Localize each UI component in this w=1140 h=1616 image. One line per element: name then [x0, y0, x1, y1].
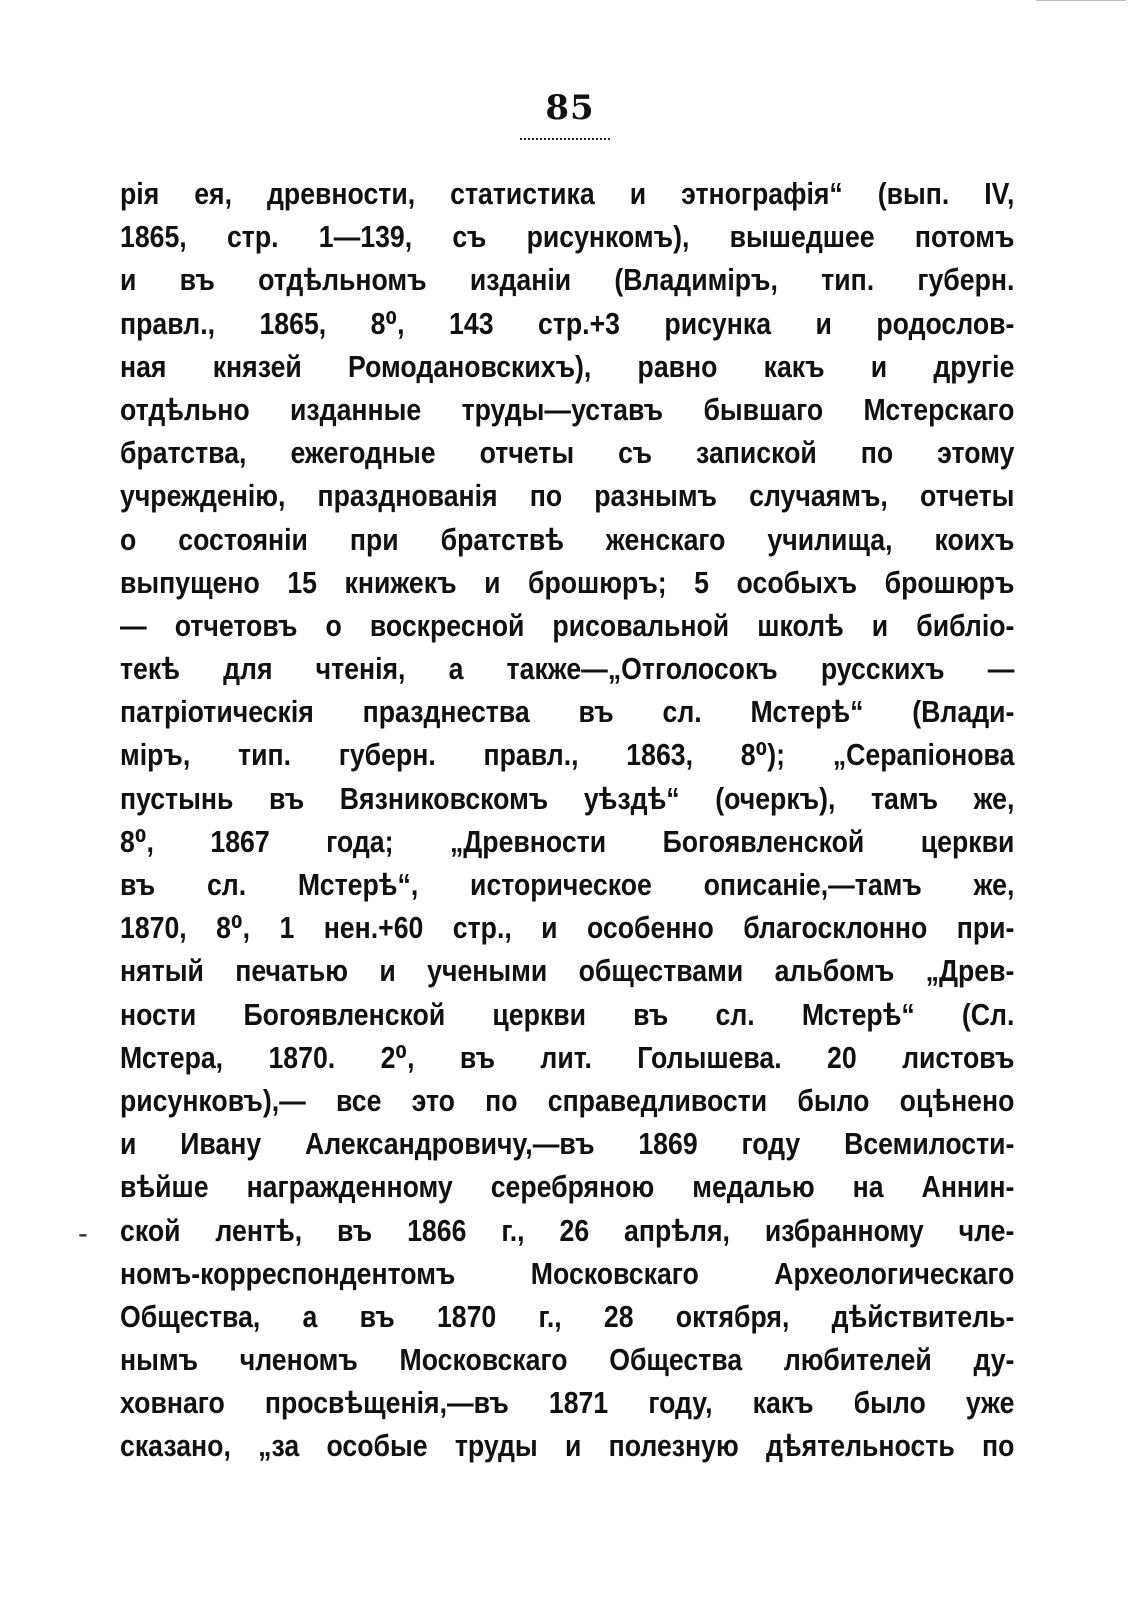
text-line: и въ отдѣльномъ изданіи (Владиміръ, тип. губерн.: [120, 262, 1015, 298]
page-number-rule: [520, 138, 610, 140]
text-line: въ сл. Мстерѣ“, историческое описаніе,—тамъ же,: [120, 867, 1015, 902]
text-line: номъ-корреспондентомъ Московскаго Археологическаго: [120, 1255, 1015, 1291]
text-line: 1870, 8⁰, 1 нен.+60 стр., и особенно благосклонно при-: [120, 910, 1015, 946]
text-line: ная князей Ромодановскихъ), равно какъ и другіе: [120, 348, 1015, 384]
margin-mark: -: [78, 1217, 88, 1250]
text-line: братства, ежегодные отчеты съ запиской по этому: [120, 435, 1015, 471]
scan-corner-mark: [1036, 0, 1126, 3]
text-line: и Ивану Александровичу,—въ 1869 году Всемилости-: [120, 1126, 1015, 1162]
text-line: о состояніи при братствѣ женскаго училища, коихъ: [120, 521, 1015, 557]
text-line: міръ, тип. губерн. правл., 1863, 8⁰); „Серапіонова: [120, 737, 1015, 773]
text-line: нятый печатью и учеными обществами альбомъ „Древ-: [120, 953, 1015, 989]
text-line: текѣ для чтенія, а также—„Отголосокъ русскихъ —: [120, 651, 1015, 687]
text-line: ности Богоявленской церкви въ сл. Мстерѣ“ (Сл.: [120, 996, 1015, 1032]
text-line: выпущено 15 книжекъ и брошюръ; 5 особыхъ брошюръ: [120, 564, 1015, 600]
text-line: нымъ членомъ Московскаго Общества любителей ду-: [120, 1342, 1015, 1378]
text-line: патріотическія празднества въ сл. Мстерѣ“ (Влади-: [120, 694, 1015, 730]
text-line: — отчетовъ о воскресной рисовальной школѣ и библіо-: [120, 607, 1015, 643]
text-line: Общества, а въ 1870 г., 28 октября, дѣйствитель-: [120, 1298, 1015, 1334]
text-line: Мстера, 1870. 2⁰, въ лит. Голышева. 20 листовъ: [120, 1039, 1015, 1075]
text-line: вѣйше награжденному серебряною медалью на Аннин-: [120, 1169, 1015, 1205]
body-text: [120, 172, 1015, 1468]
text-line: 8⁰, 1867 года; „Древности Богоявленской церкви: [120, 823, 1015, 859]
text-line: рисунковъ),— все это по справедливости было оцѣнено: [120, 1082, 1015, 1118]
text-line: правл., 1865, 8⁰, 143 стр.+3 рисунка и родослов-: [120, 305, 1015, 341]
text-line: ховнаго просвѣщенія,—въ 1871 году, какъ было уже: [120, 1385, 1015, 1421]
text-line: отдѣльно изданные труды—уставъ бывшаго Мстерскаго: [120, 391, 1015, 427]
text-line: 1865, стр. 1—139, съ рисункомъ), вышедшее потомъ: [120, 219, 1015, 255]
text-line: учрежденію, празднованія по разнымъ случаямъ, отчеты: [120, 478, 1015, 514]
text-line: рія ея, древности, статистика и этнографія“ (вып. IV,: [120, 176, 1015, 211]
page-number: 85: [545, 88, 595, 128]
text-line: ской лентѣ, въ 1866 г., 26 апрѣля, избранному чле-: [120, 1212, 1015, 1248]
text-line: сказано, „за особые труды и полезную дѣятельность по: [120, 1428, 1015, 1464]
text-line: пустынь въ Вязниковскомъ уѣздѣ“ (очеркъ), тамъ же,: [120, 780, 1015, 816]
